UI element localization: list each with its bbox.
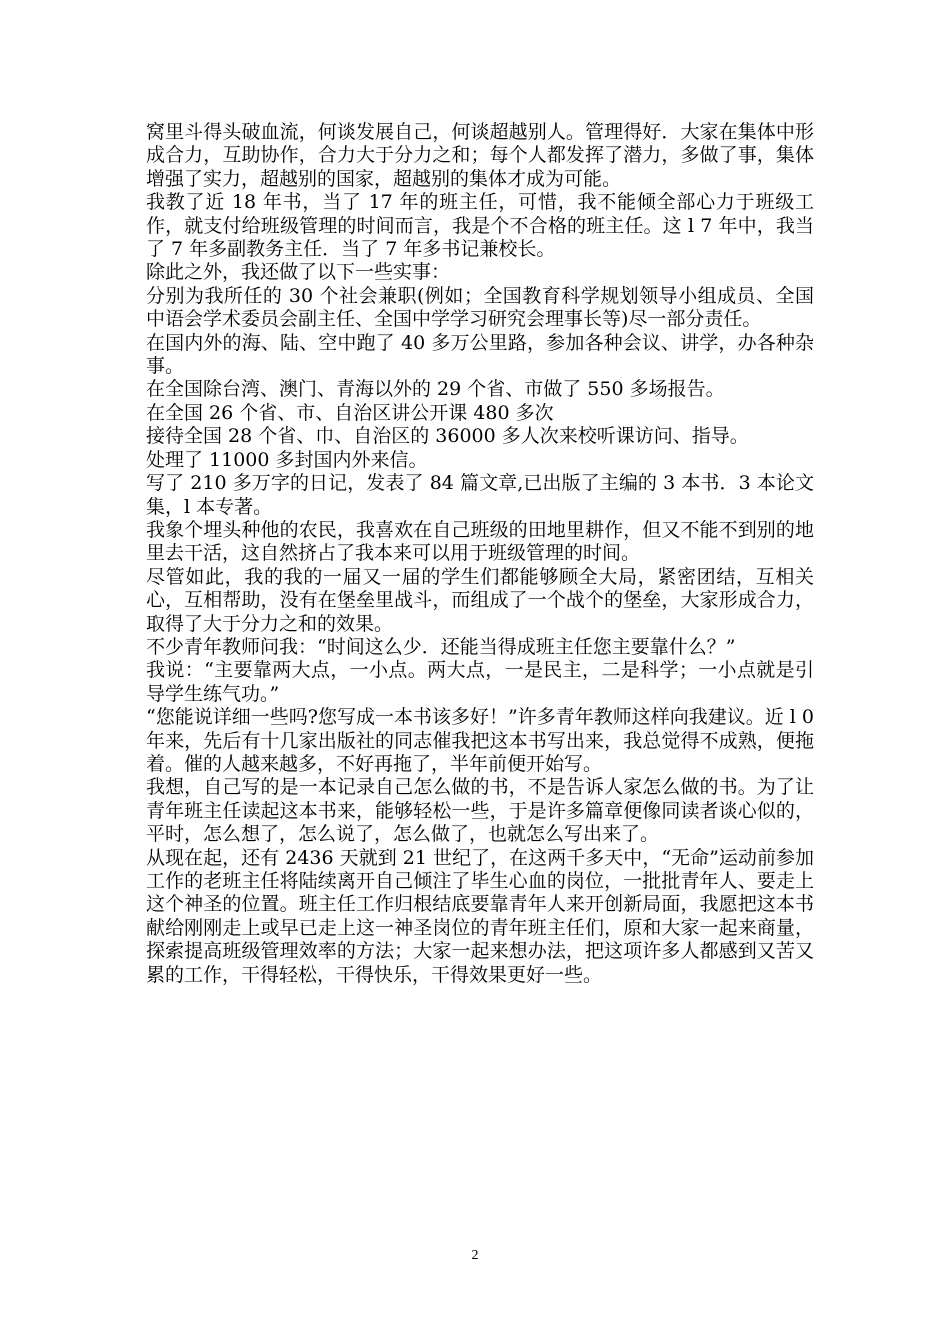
paragraph: 写了 210 多万字的日记，发表了 84 篇文章,已出版了主编的 3 本书．3 本论文集，l 本专著。 bbox=[146, 472, 814, 518]
paragraph: 我教了近 18 年书，当了 17 年的班主任，可惜，我不能倾全部心力于班级工作，就支付给班级管理的时间而言，我是个不合格的班主任。这 l 7 年中，我当了 7 年多副教务主任．当了 7 年多书记兼校长。 bbox=[146, 191, 814, 261]
paragraph: 窝里斗得头破血流，何谈发展自己，何谈超越别人。管理得好．大家在集体中形成合力，互助协作，合力大于分力之和；每个人都发挥了潜力，多做了事，集体增强了实力，超越别的国家，超越别的集体才成为可能。 bbox=[146, 121, 814, 190]
body-text bbox=[146, 121, 814, 987]
paragraph: “您能说详细一些吗?您写成一本书该多好！”许多青年教师这样向我建议。近 l 0 年来，先后有十几家出版社的同志催我把这本书写出来，我总觉得不成熟，便拖着。催的人越来越多，不好再拖了，半年前便开始写。 bbox=[146, 706, 814, 775]
paragraph: 分别为我所任的 30 个社会兼职(例如；全国教育科学规划领导小组成员、全国中语会学术委员会副主任、全国中学学习研究会理事长等)尽一部分责任。 bbox=[146, 284, 814, 331]
paragraph: 在全国 26 个省、市、自治区讲公开课 480 多次 bbox=[146, 401, 554, 424]
paragraph: 在国内外的海、陆、空中跑了 40 多万公里路，参加各种会议、讲学，办各种杂事。 bbox=[146, 331, 814, 378]
paragraph: 从现在起，还有 2436 天就到 21 世纪了，在这两千多天中，“无命”运动前参加工作的老班主任将陆续离开自己倾注了毕生心血的岗位，一批批青年人、要走上这个神圣的位置。班主任工作归根结底要靠青年人来开创新局面，我愿把这本书献给刚刚走上或早已走上这一神圣岗位的青年班主任们，原和大家一起来商量，探索提高班级管理效率的方法；大家一起来想办法，把这项许多人都感到又苦又累的工作，干得轻松，干得快乐，干得效果更好一些。 bbox=[146, 846, 814, 986]
paragraph: 不少青年教师问我：“时间这么少．还能当得成班主任您主要靠什么？” bbox=[146, 635, 736, 658]
page-number: 2 bbox=[471, 1248, 479, 1263]
paragraph: 在全国除台湾、澳门、青海以外的 29 个省、市做了 550 多场报告。 bbox=[146, 378, 725, 401]
paragraph: 除此之外，我还做了以下一些实事： bbox=[146, 261, 451, 284]
paragraph: 尽管如此，我的我的一届又一届的学生们都能够顾全大局，紧密团结，互相关心，互相帮助，没有在堡垒里战斗，而组成了一个战个的堡垒，大家形成合力，取得了大于分力之和的效果。 bbox=[146, 565, 814, 635]
paragraph: 处理了 11000 多封国内外来信。 bbox=[146, 448, 428, 471]
paragraph: 我象个埋头种他的农民，我喜欢在自己班级的田地里耕作，但又不能不到别的地里去干活，这自然挤占了我本来可以用于班级管理的时间。 bbox=[146, 518, 814, 565]
paragraph: 我想，自己写的是一本记录自己怎么做的书，不是告诉人家怎么做的书。为了让青年班主任读起这本书来，能够轻松一些，于是许多篇章便像同读者谈心似的，平时，怎么想了，怎么说了，怎么做了，也就怎么写出来了。 bbox=[146, 776, 814, 846]
paragraph: 接待全国 28 个省、巾、自治区的 36000 多人次来校听课访问、指导。 bbox=[146, 425, 749, 448]
paragraph: 我说：“主要靠两大点，一小点。两大点，一是民主，二是科学；一小点就是引导学生练气功。” bbox=[146, 659, 814, 705]
